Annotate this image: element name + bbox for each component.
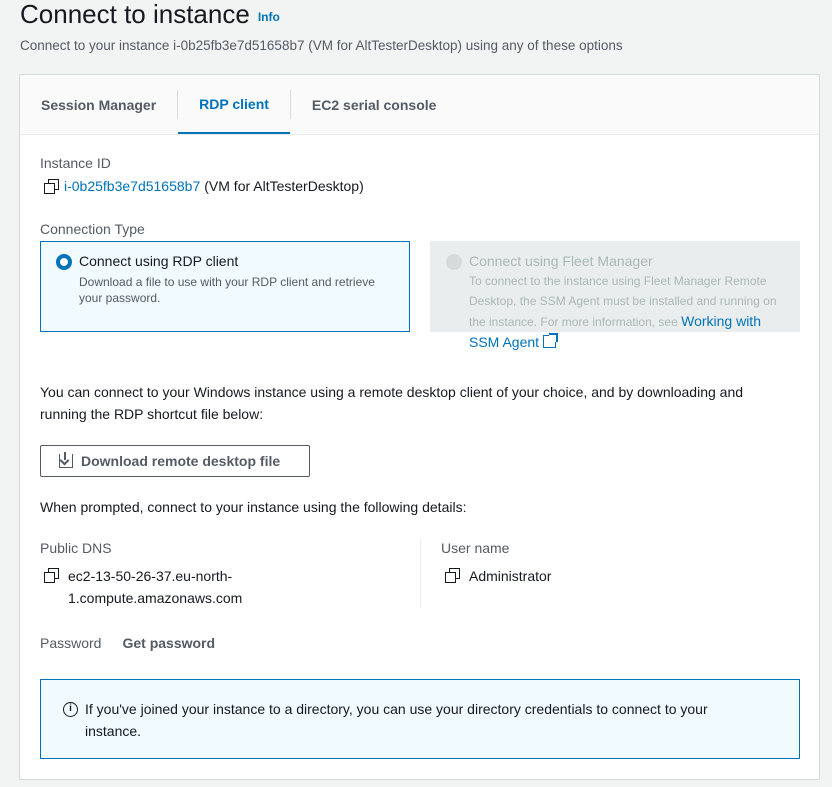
- instance-id-row: [44, 178, 364, 194]
- tab-rdp-client[interactable]: RDP client: [178, 75, 290, 134]
- tab-session-manager[interactable]: Session Manager: [41, 96, 157, 113]
- option-description: Download a file to use with your RDP client and retrieve your password.: [79, 275, 375, 305]
- prompt-text: When prompted, connect to your instance using the following details:: [40, 499, 467, 515]
- user-name-value: Administrator: [469, 568, 552, 584]
- public-dns-value: ec2-13-50-26-37.eu-north-1.compute.amazonaws.com: [68, 568, 243, 606]
- info-circle-icon: i: [63, 702, 78, 717]
- tab-bar: [20, 75, 819, 135]
- option-title: Connect using Fleet Manager: [469, 253, 653, 269]
- page-title: Connect to instance: [20, 0, 250, 29]
- public-dns-label: Public DNS: [40, 540, 112, 556]
- connection-type-label: Connection Type: [40, 221, 145, 237]
- user-name-label: User name: [441, 540, 510, 556]
- info-link[interactable]: Info: [257, 10, 280, 24]
- option-title: Connect using RDP client: [79, 253, 239, 269]
- ssm-agent-link-text[interactable]: Working with SSM Agent: [469, 313, 761, 350]
- public-dns-row: [44, 565, 420, 609]
- alert-text: If you've joined your instance to a directory, you can use your directory credentials to connect to your instance.: [85, 701, 708, 739]
- rdp-client-option[interactable]: [40, 241, 410, 332]
- radio-selected-icon[interactable]: [56, 254, 72, 270]
- fleet-manager-option: [430, 241, 800, 350]
- instructions-text: You can connect to your Windows instance using a remote desktop client of your choice, and by downloading and running the RDP shortcut file below:: [40, 384, 744, 422]
- password-label: Password: [40, 635, 102, 651]
- download-icon: [59, 454, 73, 468]
- page-header: [20, 0, 623, 53]
- tab-ec2-serial-console[interactable]: EC2 serial console: [311, 96, 437, 113]
- user-name-row: [445, 565, 551, 587]
- info-alert: [40, 679, 800, 759]
- instance-id-link[interactable]: i-0b25fb3e7d51658b7: [64, 178, 201, 194]
- option-description-text: To connect to the instance using Fleet Manager Remote Desktop, the SSM Agent must be installed and running on the instance. For more information, see: [469, 274, 777, 329]
- download-rdp-file-button[interactable]: [40, 445, 310, 477]
- public-dns-column: [40, 540, 420, 609]
- column-divider: [420, 538, 421, 608]
- instance-name: (VM for AltTesterDesktop): [204, 178, 364, 194]
- copy-icon[interactable]: [44, 568, 58, 582]
- instance-id-label: Instance ID: [40, 155, 111, 171]
- title-row: [20, 0, 623, 34]
- user-name-column: [441, 540, 551, 587]
- password-row: [40, 635, 215, 651]
- radio-disabled-icon: [446, 254, 462, 270]
- external-link-icon: [543, 335, 556, 348]
- copy-icon[interactable]: [445, 568, 459, 582]
- connect-card: [19, 74, 820, 780]
- copy-icon[interactable]: [44, 179, 58, 193]
- get-password-button[interactable]: Get password: [122, 635, 216, 651]
- option-description: [469, 271, 785, 353]
- page-description: Connect to your instance i-0b25fb3e7d51658b7 (VM for AltTesterDesktop) using any of these options: [20, 38, 623, 53]
- download-button-label: Download remote desktop file: [81, 453, 281, 469]
